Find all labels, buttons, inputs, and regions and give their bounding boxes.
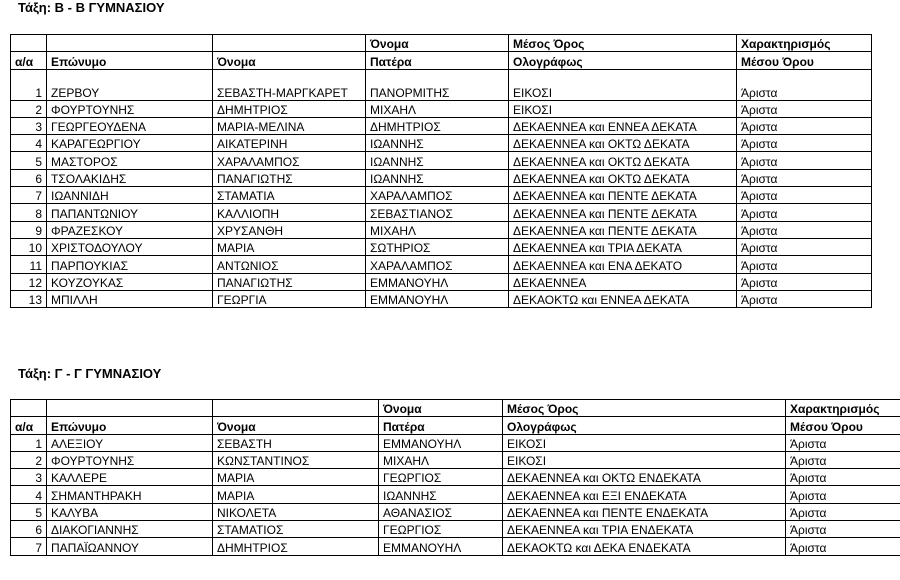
- cell-average-words: ΔΕΚΑΟΚΤΩ και ΔΕΚΑ ΕΝΔΕΚΑΤΑ: [503, 538, 786, 555]
- cell-father-name: ΙΩΑΝΝΗΣ: [366, 135, 509, 152]
- table-row: [11, 434, 900, 451]
- cell-surname: ΧΡΙΣΤΟΔΟΥΛΟΥ: [47, 238, 213, 255]
- cell-surname: ΠΑΠΑΝΤΩΝΙΟΥ: [47, 204, 213, 221]
- cell-surname: ΜΠΙΛΛΗ: [47, 290, 213, 307]
- cell-aa: 9: [11, 221, 47, 238]
- cell-name: ΠΑΝΑΓΙΩΤΗΣ: [213, 273, 366, 290]
- cell-surname: ΠΑΠΑΪΩΑΝΝΟΥ: [47, 538, 213, 555]
- cell-father-name: ΙΩΑΝΝΗΣ: [379, 486, 503, 503]
- cell-name: ΠΑΝΑΓΙΩΤΗΣ: [213, 169, 366, 186]
- cell-surname: ΔΙΑΚΟΓΙΑΝΝΗΣ: [47, 521, 213, 538]
- cell-father-name: ΔΗΜΗΤΡΙΟΣ: [366, 117, 509, 134]
- header-row: [11, 417, 900, 434]
- cell-father-name: ΕΜΜΑΝΟΥΗΛ: [366, 290, 509, 307]
- grades-table-b: [10, 34, 872, 308]
- cell-name: ΜΑΡΙΑ: [213, 238, 366, 255]
- table-row: [11, 204, 872, 221]
- section-title-g-gymnasium: Τάξη: Γ - Γ ΓΥΜΝΑΣΙΟΥ: [18, 366, 162, 381]
- cell-name: ΣΕΒΑΣΤΗ-ΜΑΡΓΚΑΡΕΤ: [213, 69, 366, 100]
- header-row: [11, 400, 900, 417]
- cell-father-name: ΣΕΒΑΣΤΙΑΝΟΣ: [366, 204, 509, 221]
- cell-grade-label: Άριστα: [737, 204, 872, 221]
- cell-father-name: ΕΜΜΑΝΟΥΗΛ: [379, 434, 503, 451]
- cell-average-words: ΕΙΚΟΣΙ: [503, 434, 786, 451]
- header-cell-average-words: Ολογράφως: [509, 52, 737, 69]
- cell-name: ΚΑΛΛΙΟΠΗ: [213, 204, 366, 221]
- header-cell-average-words: Ολογράφως: [503, 417, 786, 434]
- cell-grade-label: Άριστα: [737, 135, 872, 152]
- cell-name: ΜΑΡΙΑ: [213, 469, 379, 486]
- cell-grade-label: Άριστα: [786, 538, 900, 555]
- cell-grade-label: Άριστα: [737, 221, 872, 238]
- cell-grade-label: Άριστα: [786, 451, 900, 468]
- header-cell-name: [213, 400, 379, 417]
- header-cell-father-name: Όνομα: [379, 400, 503, 417]
- cell-name: ΧΑΡΑΛΑΜΠΟΣ: [213, 152, 366, 169]
- cell-aa: 6: [11, 521, 47, 538]
- cell-name: ΧΡΥΣΑΝΘΗ: [213, 221, 366, 238]
- cell-aa: 7: [11, 538, 47, 555]
- header-cell-father-name: Όνομα: [366, 35, 509, 52]
- cell-surname: ΣΗΜΑΝΤΗΡΑΚΗ: [47, 486, 213, 503]
- cell-grade-label: Άριστα: [786, 434, 900, 451]
- table-row: [11, 469, 900, 486]
- cell-surname: ΦΟΥΡΤΟΥΝΗΣ: [47, 451, 213, 468]
- cell-father-name: ΙΩΑΝΝΗΣ: [366, 152, 509, 169]
- cell-father-name: ΓΕΩΡΓΙΟΣ: [379, 521, 503, 538]
- cell-grade-label: Άριστα: [737, 100, 872, 117]
- cell-average-words: ΔΕΚΑΕΝΝΕΑ και ΤΡΙΑ ΕΝΔΕΚΑΤΑ: [503, 521, 786, 538]
- cell-name: ΑΙΚΑΤΕΡΙΝΗ: [213, 135, 366, 152]
- cell-aa: 6: [11, 169, 47, 186]
- header-cell-aa: α/α: [11, 417, 47, 434]
- header-cell-grade-label: Χαρακτηρισμός: [737, 35, 872, 52]
- cell-surname: ΚΑΛΛΕΡΕ: [47, 469, 213, 486]
- header-row: [11, 35, 872, 52]
- cell-father-name: ΠΑΝΟΡΜΙΤΗΣ: [366, 69, 509, 100]
- cell-average-words: ΔΕΚΑΕΝΝΕΑ και ΕΝΑ ΔΕΚΑΤΟ: [509, 256, 737, 273]
- cell-average-words: ΔΕΚΑΕΝΝΕΑ και ΟΚΤΩ ΔΕΚΑΤΑ: [509, 169, 737, 186]
- table-row: [11, 290, 872, 307]
- cell-father-name: ΑΘΑΝΑΣΙΟΣ: [379, 503, 503, 520]
- cell-surname: ΙΩΑΝΝΙΔΗ: [47, 187, 213, 204]
- header-cell-name: [213, 35, 366, 52]
- table-row: [11, 273, 872, 290]
- cell-average-words: ΔΕΚΑΕΝΝΕΑ και ΕΝΝΕΑ ΔΕΚΑΤΑ: [509, 117, 737, 134]
- cell-average-words: ΔΕΚΑΕΝΝΕΑ και ΟΚΤΩ ΔΕΚΑΤΑ: [509, 152, 737, 169]
- cell-father-name: ΓΕΩΡΓΙΟΣ: [379, 469, 503, 486]
- cell-average-words: ΕΙΚΟΣΙ: [509, 69, 737, 100]
- cell-grade-label: Άριστα: [737, 187, 872, 204]
- cell-grade-label: Άριστα: [737, 152, 872, 169]
- cell-average-words: ΔΕΚΑΕΝΝΕΑ και ΠΕΝΤΕ ΕΝΔΕΚΑΤΑ: [503, 503, 786, 520]
- cell-average-words: ΔΕΚΑΕΝΝΕΑ και ΟΚΤΩ ΕΝΔΕΚΑΤΑ: [503, 469, 786, 486]
- cell-aa: 13: [11, 290, 47, 307]
- cell-father-name: ΕΜΜΑΝΟΥΗΛ: [379, 538, 503, 555]
- cell-aa: 12: [11, 273, 47, 290]
- table-row: [11, 451, 900, 468]
- grades-table-g: [10, 399, 900, 556]
- table-row: [11, 221, 872, 238]
- cell-average-words: ΕΙΚΟΣΙ: [503, 451, 786, 468]
- cell-father-name: ΣΩΤΗΡΙΟΣ: [366, 238, 509, 255]
- table-row: [11, 486, 900, 503]
- cell-grade-label: Άριστα: [786, 486, 900, 503]
- cell-name: ΚΩΝΣΤΑΝΤΙΝΟΣ: [213, 451, 379, 468]
- cell-grade-label: Άριστα: [737, 69, 872, 100]
- cell-aa: 2: [11, 100, 47, 117]
- cell-name: ΔΗΜΗΤΡΙΟΣ: [213, 100, 366, 117]
- cell-father-name: ΕΜΜΑΝΟΥΗΛ: [366, 273, 509, 290]
- cell-grade-label: Άριστα: [786, 521, 900, 538]
- header-cell-average-words: Μέσος Όρος: [503, 400, 786, 417]
- table-row: [11, 538, 900, 555]
- cell-father-name: ΜΙΧΑΗΛ: [379, 451, 503, 468]
- cell-name: ΔΗΜΗΤΡΙΟΣ: [213, 538, 379, 555]
- cell-grade-label: Άριστα: [737, 290, 872, 307]
- header-row: [11, 52, 872, 69]
- cell-grade-label: Άριστα: [737, 169, 872, 186]
- cell-average-words: ΔΕΚΑΕΝΝΕΑ και ΟΚΤΩ ΔΕΚΑΤΑ: [509, 135, 737, 152]
- table-row: [11, 152, 872, 169]
- cell-surname: ΦΟΥΡΤΟΥΝΗΣ: [47, 100, 213, 117]
- cell-average-words: ΔΕΚΑΕΝΝΕΑ και ΠΕΝΤΕ ΔΕΚΑΤΑ: [509, 221, 737, 238]
- cell-aa: 10: [11, 238, 47, 255]
- cell-surname: ΚΟΥΖΟΥΚΑΣ: [47, 273, 213, 290]
- cell-aa: 8: [11, 204, 47, 221]
- cell-aa: 2: [11, 451, 47, 468]
- header-cell-average-words: Μέσος Όρος: [509, 35, 737, 52]
- cell-aa: 4: [11, 486, 47, 503]
- cell-surname: ΖΕΡΒΟΥ: [47, 69, 213, 100]
- cell-average-words: ΔΕΚΑΕΝΝΕΑ και ΤΡΙΑ ΔΕΚΑΤΑ: [509, 238, 737, 255]
- cell-aa: 1: [11, 434, 47, 451]
- cell-name: ΜΑΡΙΑ: [213, 486, 379, 503]
- cell-aa: 3: [11, 117, 47, 134]
- section-title-b-gymnasium: Τάξη: Β - Β ΓΥΜΝΑΣΙΟΥ: [18, 0, 165, 15]
- cell-name: ΣΤΑΜΑΤΙΟΣ: [213, 521, 379, 538]
- header-cell-surname: Επώνυμο: [47, 417, 213, 434]
- cell-name: ΑΝΤΩΝΙΟΣ: [213, 256, 366, 273]
- cell-grade-label: Άριστα: [786, 503, 900, 520]
- cell-name: ΓΕΩΡΓΙΑ: [213, 290, 366, 307]
- header-cell-grade-label: Χαρακτηρισμός: [786, 400, 900, 417]
- header-cell-father-name: Πατέρα: [379, 417, 503, 434]
- cell-surname: ΠΑΡΠΟΥΚΙΑΣ: [47, 256, 213, 273]
- header-cell-surname: [47, 35, 213, 52]
- cell-surname: ΚΑΛΥΒΑ: [47, 503, 213, 520]
- table-row: [11, 503, 900, 520]
- cell-grade-label: Άριστα: [737, 273, 872, 290]
- table-row: [11, 256, 872, 273]
- cell-grade-label: Άριστα: [737, 117, 872, 134]
- cell-aa: 5: [11, 503, 47, 520]
- header-cell-aa: [11, 400, 47, 417]
- cell-father-name: ΙΩΑΝΝΗΣ: [366, 169, 509, 186]
- cell-father-name: ΧΑΡΑΛΑΜΠΟΣ: [366, 256, 509, 273]
- cell-surname: ΑΛΕΞΙΟΥ: [47, 434, 213, 451]
- cell-average-words: ΔΕΚΑΕΝΝΕΑ και ΠΕΝΤΕ ΔΕΚΑΤΑ: [509, 204, 737, 221]
- table-row: [11, 521, 900, 538]
- cell-aa: 7: [11, 187, 47, 204]
- cell-surname: ΚΑΡΑΓΕΩΡΓΙΟΥ: [47, 135, 213, 152]
- cell-surname: ΜΑΣΤΟΡΟΣ: [47, 152, 213, 169]
- header-cell-grade-label: Μέσου Όρου: [786, 417, 900, 434]
- cell-average-words: ΔΕΚΑΕΝΝΕΑ: [509, 273, 737, 290]
- cell-average-words: ΕΙΚΟΣΙ: [509, 100, 737, 117]
- table-row: [11, 100, 872, 117]
- cell-grade-label: Άριστα: [737, 256, 872, 273]
- header-cell-aa: [11, 35, 47, 52]
- header-cell-surname: [47, 400, 213, 417]
- header-cell-grade-label: Μέσου Όρου: [737, 52, 872, 69]
- cell-aa: 1: [11, 69, 47, 100]
- cell-father-name: ΜΙΧΑΗΛ: [366, 100, 509, 117]
- table-row: [11, 69, 872, 100]
- table-row: [11, 117, 872, 134]
- header-cell-aa: α/α: [11, 52, 47, 69]
- cell-average-words: ΔΕΚΑΟΚΤΩ και ΕΝΝΕΑ ΔΕΚΑΤΑ: [509, 290, 737, 307]
- cell-surname: ΦΡΑΖΕΣΚΟΥ: [47, 221, 213, 238]
- header-cell-name: Όνομα: [213, 417, 379, 434]
- cell-average-words: ΔΕΚΑΕΝΝΕΑ και ΕΞΙ ΕΝΔΕΚΑΤΑ: [503, 486, 786, 503]
- cell-grade-label: Άριστα: [786, 469, 900, 486]
- table-row: [11, 187, 872, 204]
- cell-aa: 5: [11, 152, 47, 169]
- header-cell-surname: Επώνυμο: [47, 52, 213, 69]
- header-cell-name: Όνομα: [213, 52, 366, 69]
- cell-name: ΝΙΚΟΛΕΤΑ: [213, 503, 379, 520]
- cell-surname: ΤΣΟΛΑΚΙΔΗΣ: [47, 169, 213, 186]
- cell-grade-label: Άριστα: [737, 238, 872, 255]
- cell-father-name: ΧΑΡΑΛΑΜΠΟΣ: [366, 187, 509, 204]
- table-row: [11, 169, 872, 186]
- cell-aa: 3: [11, 469, 47, 486]
- cell-name: ΣΕΒΑΣΤΗ: [213, 434, 379, 451]
- cell-aa: 11: [11, 256, 47, 273]
- cell-name: ΣΤΑΜΑΤΙΑ: [213, 187, 366, 204]
- header-cell-father-name: Πατέρα: [366, 52, 509, 69]
- cell-average-words: ΔΕΚΑΕΝΝΕΑ και ΠΕΝΤΕ ΔΕΚΑΤΑ: [509, 187, 737, 204]
- cell-father-name: ΜΙΧΑΗΛ: [366, 221, 509, 238]
- cell-name: ΜΑΡΙΑ-ΜΕΛΙΝΑ: [213, 117, 366, 134]
- cell-aa: 4: [11, 135, 47, 152]
- table-row: [11, 238, 872, 255]
- cell-surname: ΓΕΩΡΓΕΟΥΔΕΝΑ: [47, 117, 213, 134]
- table-row: [11, 135, 872, 152]
